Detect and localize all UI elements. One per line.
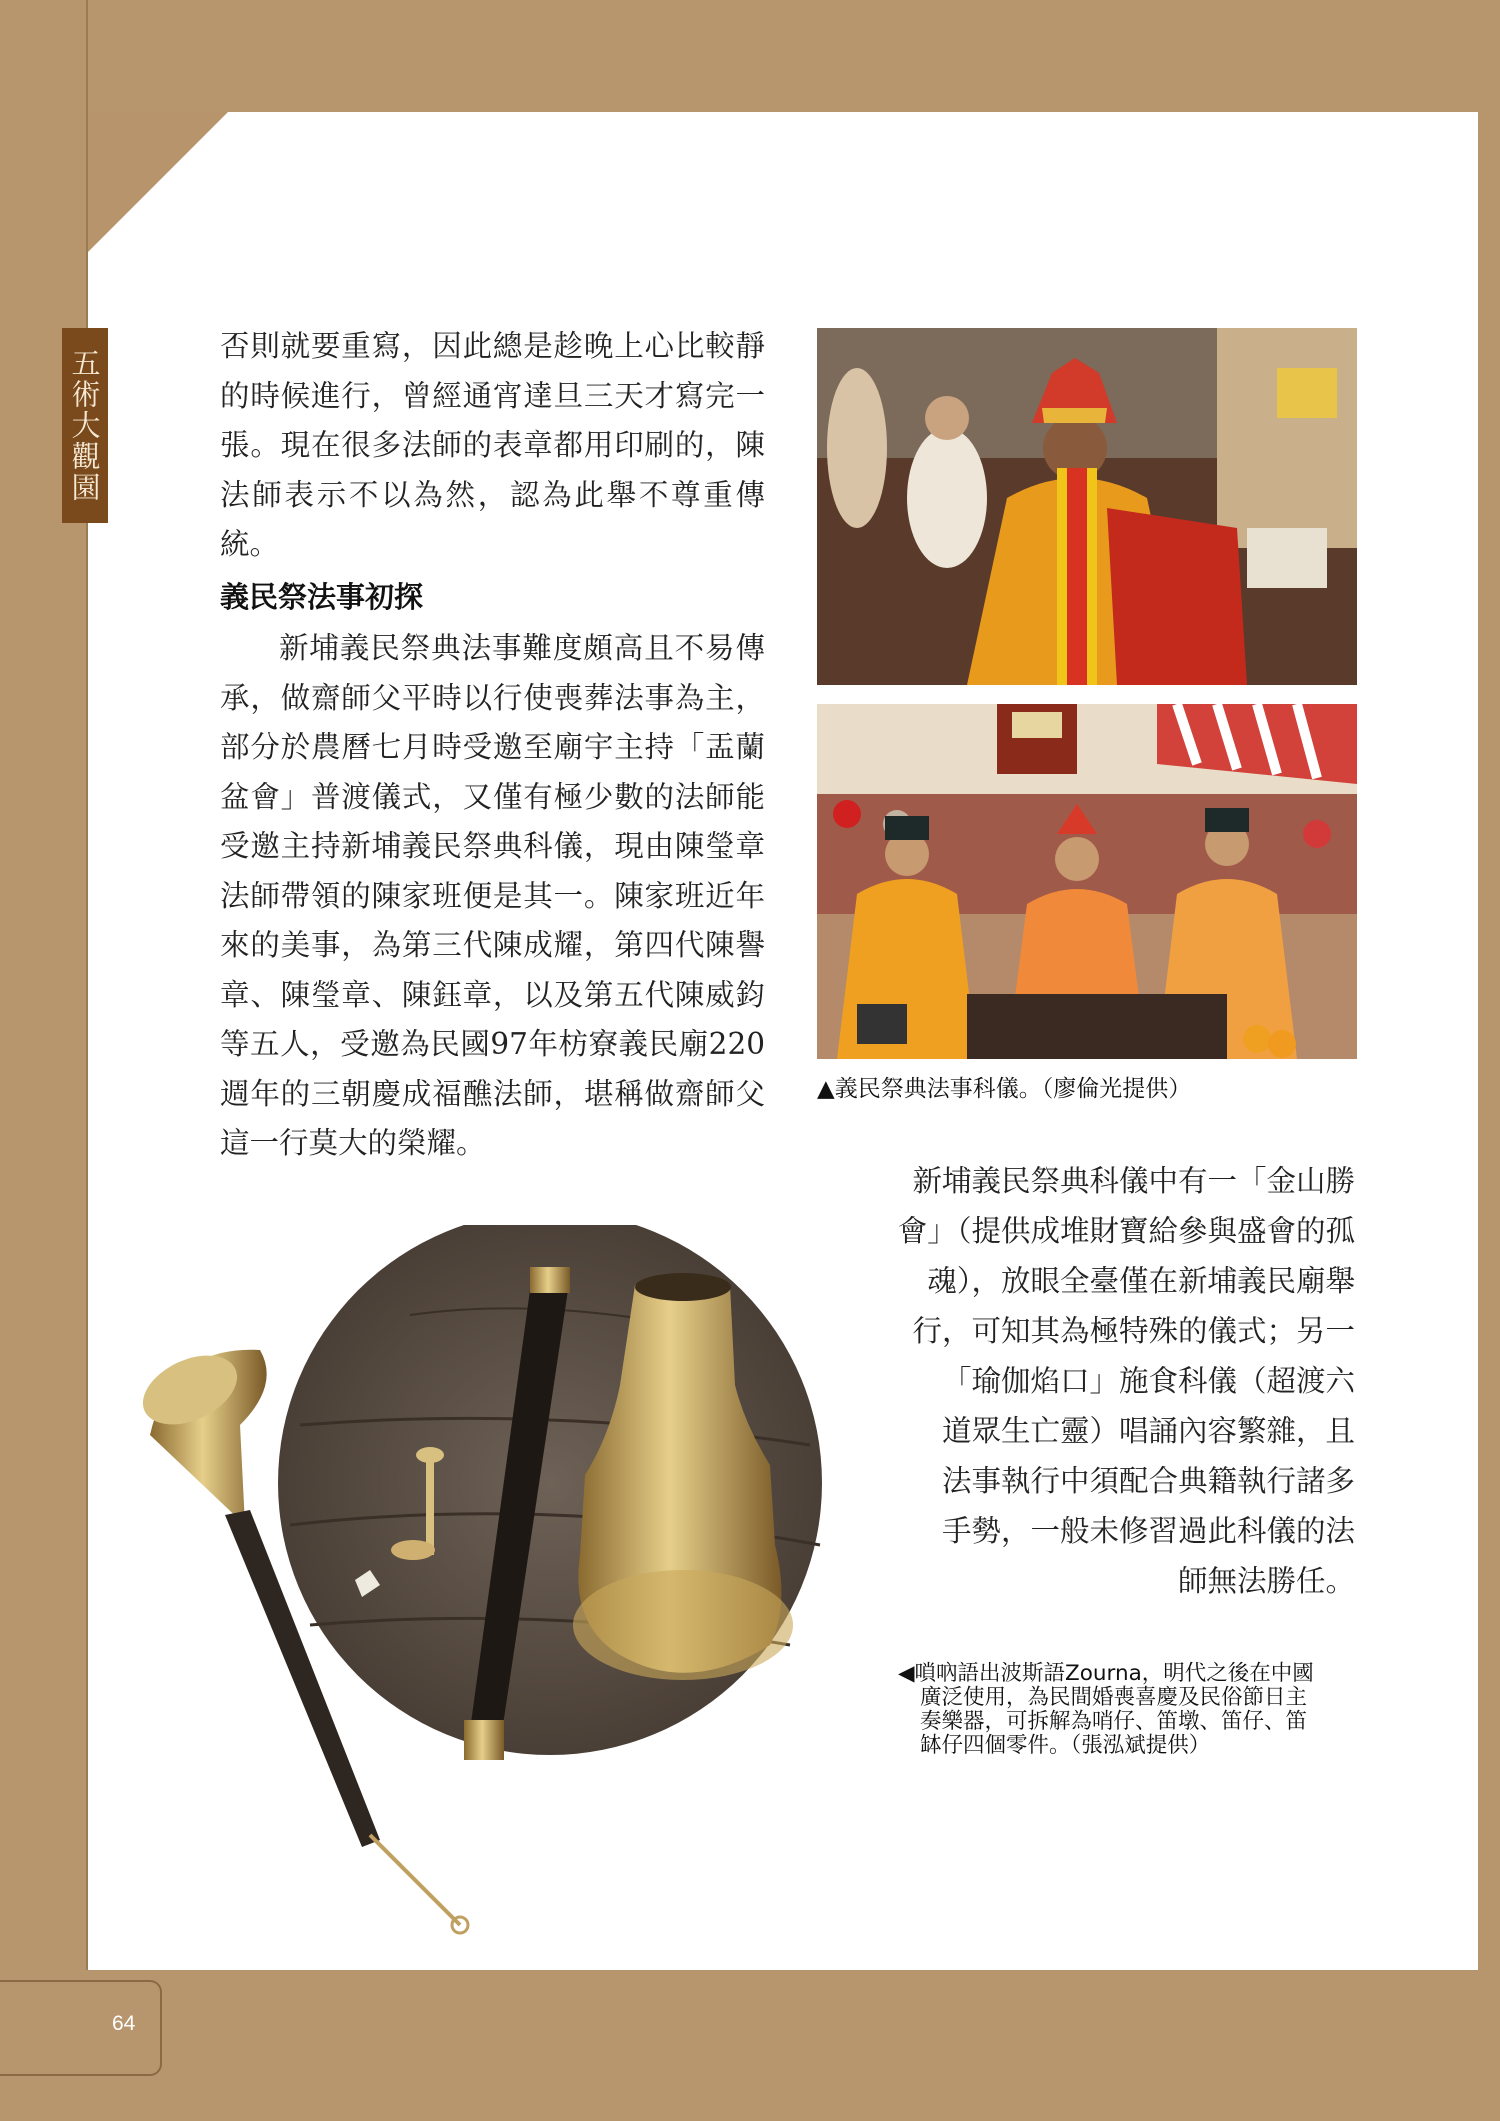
section-tab: 五術大觀園 [62, 328, 108, 523]
paragraph-main: 新埔義民祭典法事難度頗高且不易傳承，做齋師父平時以行使喪葬法事為主，部分於農曆七月時受邀至廟宇主持「盂蘭盆會」普渡儀式，又僅有極少數的法師能受邀主持新埔義民祭典科儀，現由陳瑩章法師帶領的陳家班便是其一。陳家班近年來的美事，為第三代陳成耀，第四代陳譽章、陳瑩章、陳鈺章，以及第五代陳威鈞等五人，受邀為民國97年枋寮義民廟220週年的三朝慶成福醮法師，堪稱做齋師父這一行莫大的榮耀。 [220, 631, 765, 1160]
page-frame-left [0, 0, 86, 2121]
ceremony-photo-group [817, 704, 1357, 1059]
instrument-caption-line: 奏樂器，可拆解為哨仔、笛墩、笛仔、笛 [920, 1709, 1308, 1734]
paragraph-right-line: 新埔義民祭典科儀中有一「金山勝 [912, 1164, 1355, 1198]
paragraph-right-line: 法事執行中須配合典籍執行諸多 [941, 1464, 1355, 1498]
paragraph-right [795, 1156, 1355, 1606]
photo-caption: ▲義民祭典法事科儀。（廖倫光提供） [817, 1076, 1192, 1102]
ceremony-photo-priest [817, 328, 1357, 685]
page-frame-top [0, 0, 1500, 112]
page-number: 64 [112, 2012, 136, 2035]
paragraph-right-line: 行，可知其為極特殊的儀式；另一 [912, 1314, 1355, 1348]
page-frame-edge [86, 0, 88, 1970]
paragraph-right-line: 「瑜伽焰口」施食科儀（超渡六 [941, 1364, 1355, 1398]
page-number-box [0, 1980, 162, 2076]
page-frame-bottom [0, 1970, 1500, 2121]
paragraph-right-line: 魂），放眼全臺僅在新埔義民廟舉 [927, 1264, 1355, 1298]
paragraph-top: 否則就要重寫，因此總是趁晚上心比較靜的時候進行，曾經通宵達旦三天才寫完一張。現在很多法師的表章都用印刷的，陳法師表示不以為然，認為此舉不尊重傳統。 [220, 329, 765, 561]
suona-instrument-photo [130, 1225, 870, 1945]
page-frame-right [1478, 0, 1500, 2121]
instrument-caption-line: 缽仔四個零件。（張泓斌提供） [920, 1733, 1211, 1758]
instrument-caption [898, 1662, 1358, 1758]
section-heading: 義民祭法事初探 [220, 580, 424, 614]
paragraph-right-line: 道眾生亡靈）唱誦內容繁雜，且 [941, 1414, 1355, 1448]
instrument-caption-line: 廣泛使用，為民間婚喪喜慶及民俗節日主 [920, 1685, 1308, 1710]
paragraph-right-line: 會」（提供成堆財寶給參與盛會的孤 [897, 1214, 1355, 1248]
paragraph-right-line: 師無法勝任。 [1177, 1564, 1355, 1598]
paragraph-right-line: 手勢，一般未修習過此科儀的法 [941, 1514, 1355, 1548]
instrument-caption-line: ◀嗩吶語出波斯語Zourna，明代之後在中國 [898, 1661, 1314, 1686]
